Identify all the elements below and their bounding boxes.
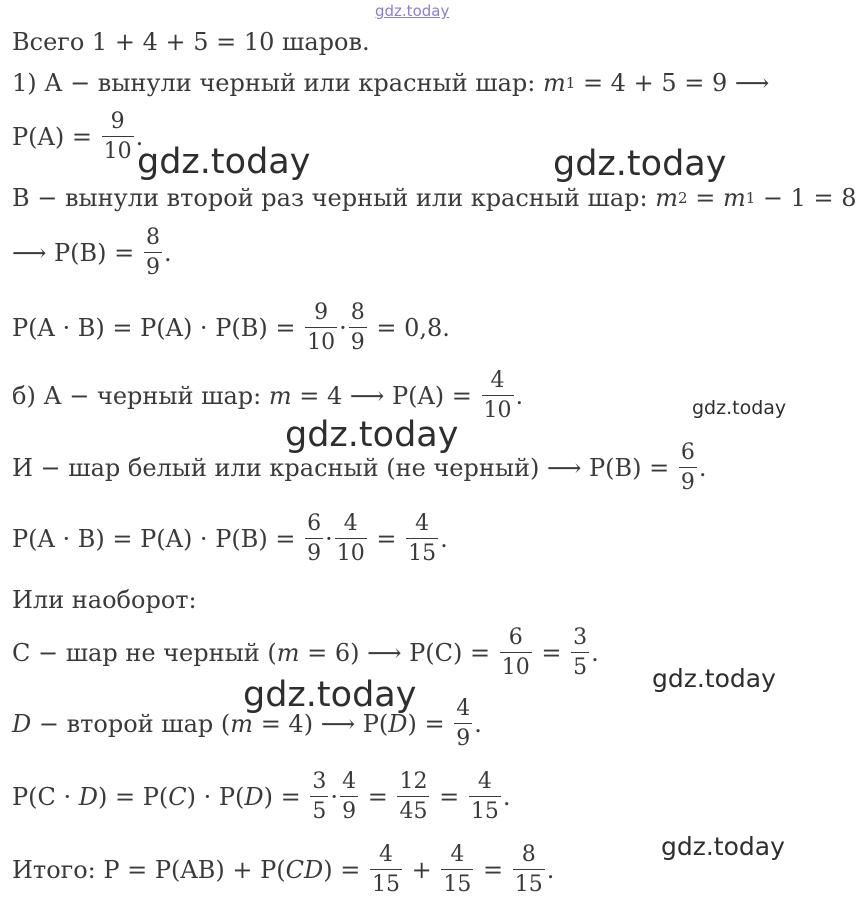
watermark: gdz.today [285, 415, 459, 455]
line-text: = 4 ⟶ P(A) = [299, 382, 472, 411]
text-line-total [12, 30, 370, 54]
watermark-top[interactable]: gdz.today [375, 2, 450, 20]
numerator: 12 [399, 769, 428, 794]
fraction [441, 843, 473, 897]
line-text: = 4) ⟶ P( [260, 710, 389, 739]
denominator: 15 [514, 872, 543, 898]
punct: . [440, 525, 448, 554]
punct: . [474, 710, 482, 739]
math-op: = [483, 856, 504, 885]
numerator: 3 [312, 769, 327, 794]
fraction [144, 226, 162, 280]
line-text: ⟶ P(B) = [12, 239, 135, 268]
text-line-pab-2 [12, 512, 448, 566]
line-text: ) = [263, 783, 301, 812]
fraction [305, 301, 337, 355]
numerator: 3 [573, 625, 588, 650]
text-line-event-b [12, 186, 857, 210]
punct: . [591, 639, 599, 668]
line-text: В − вынули второй раз черный или красный шар: [12, 184, 648, 212]
denominator: 15 [470, 799, 499, 825]
watermark: gdz.today [661, 832, 785, 861]
fraction [679, 441, 697, 495]
line-text: ) = P( [98, 783, 169, 812]
fraction [454, 697, 472, 751]
watermark: gdz.today [652, 664, 776, 693]
math-op: = [439, 783, 460, 812]
denominator: 5 [573, 655, 588, 681]
line-text: ) = [407, 710, 445, 739]
text-line-or [12, 588, 197, 612]
numerator: 8 [145, 225, 160, 250]
text-line-b-part [12, 369, 523, 423]
denominator: 9 [342, 799, 357, 825]
math-subscript: 1 [565, 73, 576, 92]
math-var: D [244, 783, 264, 812]
line-text: Всего 1 + 4 + 5 = 10 шаров. [12, 28, 370, 56]
fraction [305, 512, 323, 566]
fraction [397, 770, 429, 824]
numerator: 6 [508, 625, 523, 650]
math-op: · [330, 783, 339, 812]
punct: . [515, 382, 524, 411]
denominator: 9 [456, 726, 471, 752]
denominator: 9 [307, 541, 322, 567]
denominator: 15 [408, 541, 437, 567]
punct: . [163, 239, 172, 268]
punct: . [135, 123, 144, 152]
line-text: ) = [323, 856, 361, 885]
fraction [340, 770, 358, 824]
line-text: И − шар белый или красный (не черный) ⟶ P(B) = [12, 454, 670, 483]
watermark: gdz.today [243, 675, 417, 715]
numerator: 4 [490, 368, 505, 393]
numerator: 4 [379, 842, 393, 867]
math-var: m [722, 184, 746, 212]
denominator: 45 [399, 799, 428, 825]
denominator: 10 [336, 541, 365, 567]
math-var: D [12, 710, 32, 739]
fraction [469, 770, 501, 824]
line-text: = [695, 184, 716, 212]
text-line-pcd [12, 770, 510, 824]
line-text: = 0,8. [376, 314, 450, 343]
numerator: 9 [110, 109, 125, 134]
text-line-event-c [12, 626, 599, 680]
denominator: 10 [103, 139, 132, 165]
math-op: · [339, 314, 347, 343]
text-line-total-p [12, 843, 554, 897]
math-op: = [376, 525, 397, 554]
math-var: C [168, 783, 187, 812]
text-line-event-d [12, 697, 482, 751]
text-line-pa [12, 110, 143, 164]
numerator: 4 [450, 842, 465, 867]
math-var: CD [285, 856, 324, 885]
denominator: 10 [483, 398, 512, 424]
line-text: ) · P( [186, 783, 245, 812]
line-text: Итого: P = P(AB) + P( [12, 856, 286, 885]
line-text: = 6) ⟶ P(C) = [307, 639, 491, 668]
line-text: − 1 = 8 [762, 184, 857, 212]
fraction [571, 626, 589, 680]
watermark: gdz.today [137, 142, 311, 182]
denominator: 9 [680, 470, 695, 496]
fraction [513, 843, 545, 897]
punct: . [546, 856, 555, 885]
math-var: m [276, 639, 300, 668]
math-var: m [230, 710, 254, 739]
line-text: − второй шар ( [38, 710, 231, 739]
numerator: 6 [307, 511, 322, 536]
math-var: D [78, 783, 99, 812]
denominator: 15 [372, 872, 400, 898]
fraction [406, 512, 438, 566]
text-line-event-i [12, 441, 707, 495]
denominator: 15 [443, 872, 472, 898]
denominator: 10 [501, 655, 530, 681]
numerator: 9 [314, 300, 329, 325]
math-var: m [542, 69, 566, 97]
math-var: m [268, 382, 292, 411]
numerator: 4 [477, 769, 492, 794]
text-line-event-a [12, 71, 769, 95]
fraction [370, 843, 402, 897]
math-subscript: 2 [678, 188, 688, 207]
text-line-pab [12, 301, 450, 355]
numerator: 8 [350, 300, 365, 325]
math-op: = [367, 783, 388, 812]
watermark: gdz.today [553, 144, 727, 184]
line-text: P(A · B) = P(A) · P(B) = [12, 525, 296, 554]
denominator: 10 [307, 330, 336, 356]
line-text: Или наоборот: [12, 586, 197, 614]
punct: . [502, 783, 511, 812]
denominator: 9 [350, 330, 365, 356]
numerator: 4 [456, 696, 471, 721]
denominator: 5 [312, 799, 327, 825]
denominator: 9 [145, 255, 160, 281]
math-var: D [388, 710, 408, 739]
fraction [349, 301, 367, 355]
text-line-pb [12, 226, 172, 280]
math-op: · [325, 525, 333, 554]
fraction [500, 626, 532, 680]
numerator: 4 [343, 511, 358, 536]
numerator: 6 [680, 440, 695, 465]
math-op: = [541, 639, 562, 668]
line-text: P(A) = [12, 123, 92, 152]
numerator: 4 [342, 769, 357, 794]
fraction [102, 110, 134, 164]
fraction [482, 369, 514, 423]
numerator: 8 [521, 842, 536, 867]
line-text: P(C · [12, 783, 72, 812]
line-text: 1) А − вынули черный или красный шар: [12, 69, 536, 97]
line-text: б) А − черный шар: [12, 382, 262, 411]
numerator: 4 [415, 511, 430, 536]
line-text: С − шар не черный ( [12, 639, 277, 668]
watermark: gdz.today [692, 397, 787, 419]
line-text: = 4 + 5 = 9 ⟶ [582, 69, 770, 97]
fraction [310, 770, 328, 824]
punct: . [698, 454, 707, 483]
math-subscript: 1 [745, 188, 756, 207]
math-var: m [655, 184, 679, 212]
line-text: P(A · B) = P(A) · P(B) = [12, 314, 296, 343]
math-op: + [411, 856, 432, 885]
fraction [335, 512, 367, 566]
